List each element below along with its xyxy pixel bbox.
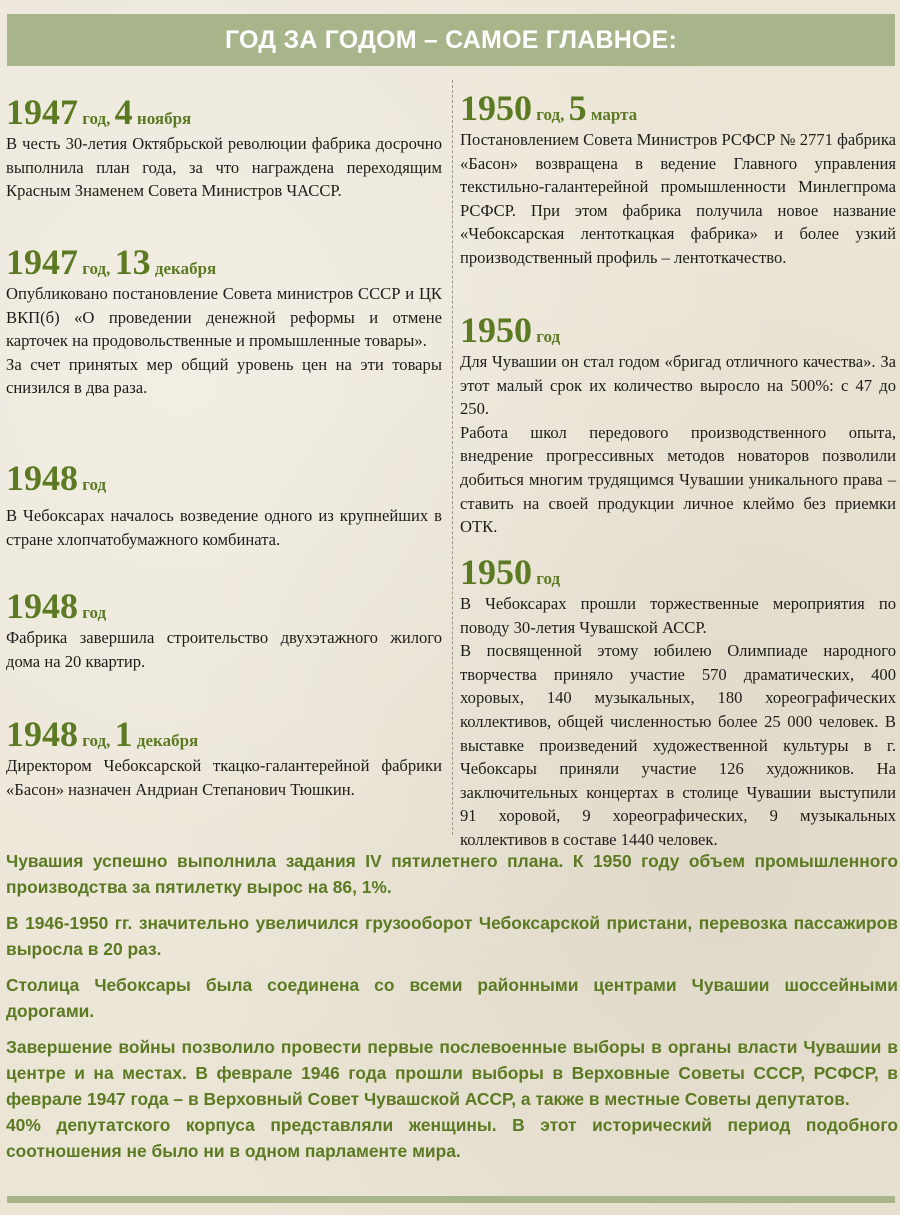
timeline-entry [6, 94, 442, 203]
column-divider [452, 80, 453, 835]
timeline-entry [6, 588, 442, 673]
timeline-entry [6, 244, 442, 400]
summary-section [6, 848, 898, 1164]
entry-date: 1948 год, 1 декабря [6, 714, 199, 754]
entry-text: В Чебоксарах началось возведение одного из крупнейших в стране хлопчатобумажного комбината. [6, 506, 442, 549]
entry-text: В честь 30-летия Октябрьской революции фабрика досрочно выполнила план года, за что награждена переходящим Красным Знаменем Совета Министров ЧАССР. [6, 134, 442, 201]
footer-bar [7, 1196, 895, 1203]
entry-text: Для Чувашии он стал годом «бригад отличного качества». За этот малый срок их количество выросло на 500%: с 47 до 250. Работа школ передового производственного опыта, внедрение прогрессивных методов новаторов позволили добиться многим трудящимся Чувашии уникального права – ставить на своей продукции личное клеймо без приемки ОТК. [460, 352, 896, 537]
summary-paragraph: Завершение войны позволило провести первые послевоенные выборы в органы власти Чувашии в центре и на местах. В феврале 1946 года прошли выборы в Верховные Советы СССР, РСФСР, в феврале 1947 года – в Верховный Совет Чувашской АССР, а также в местные Советы депутатов. [6, 1037, 898, 1109]
entry-date: 1948 год [6, 586, 107, 626]
entry-date: 1950 год [460, 310, 561, 350]
entry-text: Постановлением Совета Министров РСФСР № 2771 фабрика «Басон» возвращена в ведение Главного управления текстильно-галантерейной промышленности Минлегпрома РСФСР. При этом фабрика получила новое название «Чебоксарская лентоткацкая фабрика» и более узкий производственный профиль – лентоткачество. [460, 130, 896, 267]
entry-date: 1950 год [460, 552, 561, 592]
entry-date: 1947 год, 4 ноября [6, 92, 192, 132]
page-title: ГОД ЗА ГОДОМ – САМОЕ ГЛАВНОЕ: [7, 14, 895, 66]
timeline-entry [6, 716, 442, 801]
summary-paragraph: Чувашия успешно выполнила задания IV пятилетнего плана. К 1950 году объем промышленного производства за пятилетку вырос на 86, 1%. [6, 851, 898, 897]
entry-text: Опубликовано постановление Совета министров СССР и ЦК ВКП(б) «О проведении денежной реформы и отмене карточек на продовольственные и промышленные товары». За счет принятых мер общий уровень цен на эти товары снизился в два раза. [6, 284, 442, 398]
timeline-entry [460, 90, 896, 270]
entry-text: В Чебоксарах прошли торжественные мероприятия по поводу 30-летия Чувашской АССР. В посвященной этому юбилею Олимпиаде народного творчества приняло участие 570 драматических, 400 хоровых, 140 музыкальных, 180 хореографических коллективов, общей численностью более 25 000 человек. В выставке произведений художественной культуры в г. Чебоксары приняли участие 126 художников. На заключительных концертах в столице Чувашии выступили 91 хоровой, 9 хореографических, 9 музыкальных коллективов в составе 1440 человек. [460, 594, 896, 849]
entry-text: Директором Чебоксарской ткацко-галантерейной фабрики «Басон» назначен Андриан Степанович Тюшкин. [6, 756, 442, 799]
timeline-entry [460, 554, 896, 852]
timeline-entry [6, 460, 442, 551]
entry-date: 1948 год [6, 458, 107, 498]
timeline-entry [460, 312, 896, 539]
summary-paragraph: Столица Чебоксары была соединена со всеми районными центрами Чувашии шоссейными дорогами. [6, 975, 898, 1021]
summary-paragraph: 40% депутатского корпуса представляли женщины. В этот исторический период подобного соотношения не было ни в одном парламенте мира. [6, 1115, 898, 1161]
entry-date: 1950 год, 5 марта [460, 88, 638, 128]
entry-date: 1947 год, 13 декабря [6, 242, 217, 282]
summary-paragraph: В 1946-1950 гг. значительно увеличился грузооборот Чебоксарской пристани, перевозка пассажиров выросла в 20 раз. [6, 913, 898, 959]
entry-text: Фабрика завершила строительство двухэтажного жилого дома на 20 квартир. [6, 628, 442, 671]
